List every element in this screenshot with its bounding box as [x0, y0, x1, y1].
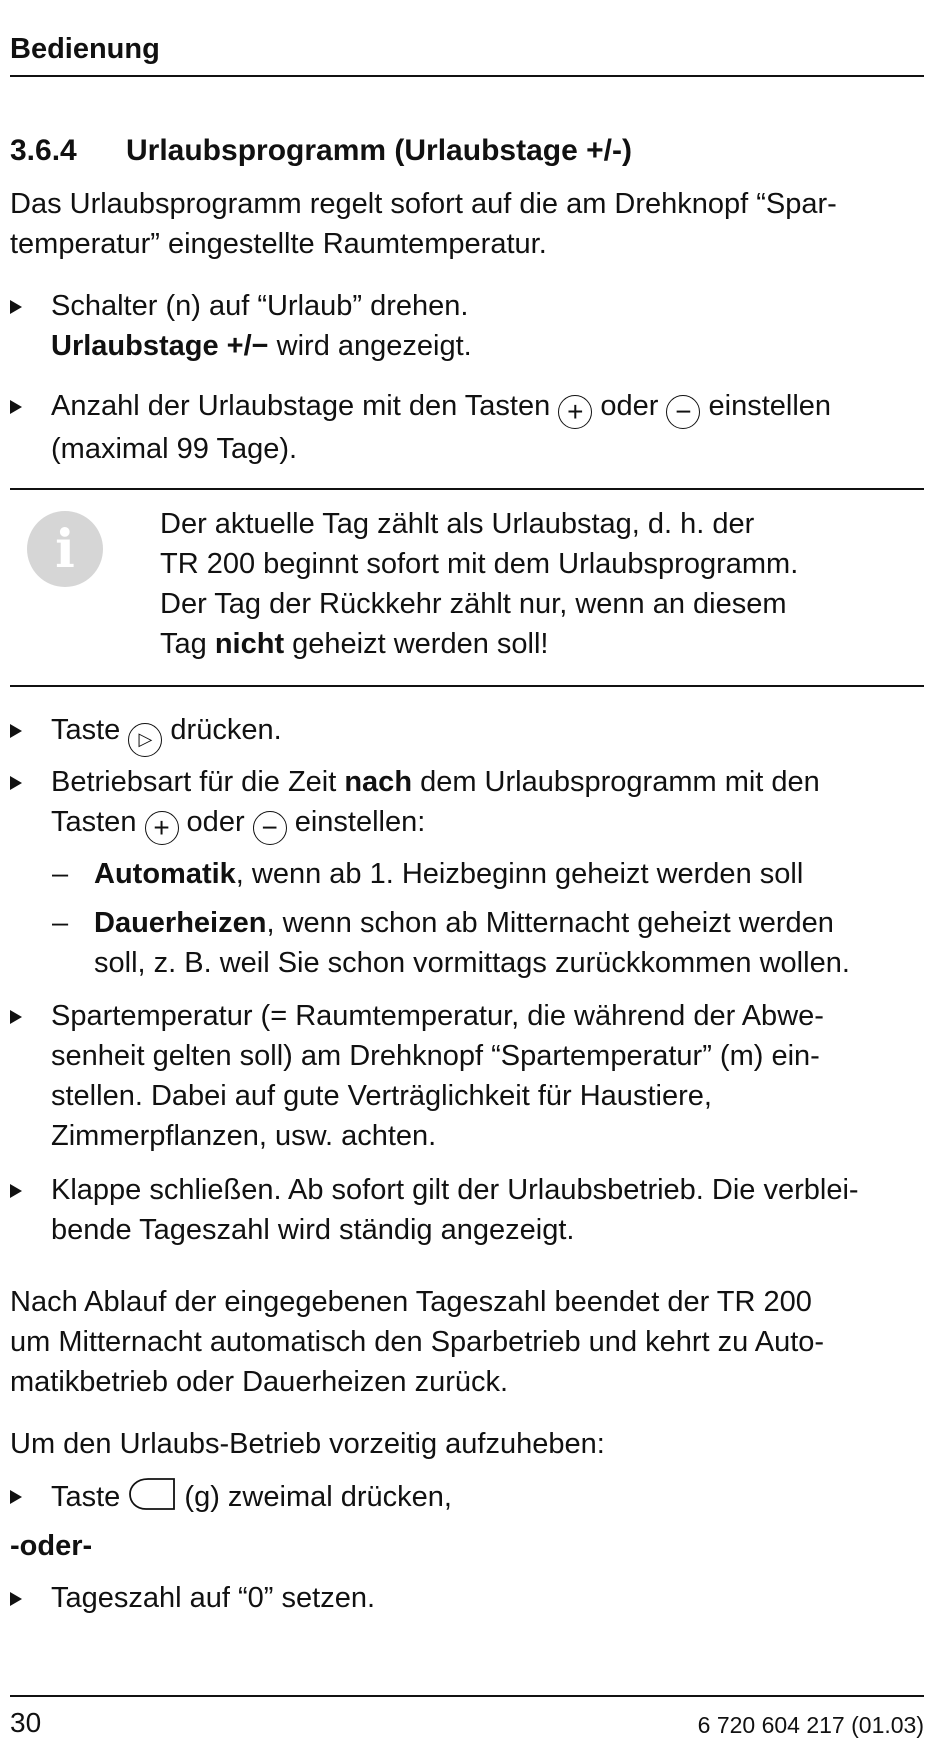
footer-rule [10, 1695, 924, 1697]
step-3-line [51, 710, 282, 757]
intro-line-2: temperatur” eingestellte Raumtemperatur. [10, 228, 547, 260]
step-1-line-2 [51, 326, 472, 366]
step-4-bold: nach [344, 766, 413, 798]
step-2-mid: oder [592, 390, 667, 422]
key-shape-icon [128, 1476, 176, 1512]
bullet-triangle-icon [10, 1490, 22, 1504]
step-4-post: dem Urlaubsprogramm mit den [412, 766, 820, 798]
dash-bullet: – [52, 907, 69, 939]
bullet-triangle-icon [10, 776, 22, 790]
step-7-line [51, 1476, 452, 1517]
note-bold: nicht [214, 628, 285, 660]
step-7-post: (g) zweimal drücken, [176, 1481, 452, 1513]
para-2-line-3: matikbetrieb oder Dauerheizen zurück. [10, 1366, 509, 1398]
page-header: Bedienung [10, 33, 160, 65]
step-2-pre: Anzahl der Urlaubstage mit den Tasten [51, 390, 559, 422]
step-5-line-1: Spartemperatur (= Raumtemperatur, die während der Abwe- [51, 1000, 824, 1032]
step-1 [10, 286, 472, 366]
intro-line-1: Das Urlaubsprogramm regelt sofort auf die am Drehknopf “Spar- [10, 188, 837, 220]
bullet-triangle-icon [10, 1184, 22, 1198]
plus-key-icon: + [145, 811, 179, 845]
dash-item-1-text [94, 854, 803, 894]
oder-label: -oder- [10, 1530, 93, 1562]
dash-1-rest: , wenn ab 1. Heizbeginn geheizt werden soll [235, 858, 804, 890]
step-2-line-1 [51, 386, 831, 429]
step-3-post: drücken. [162, 714, 282, 746]
note-post: geheizt werden soll! [284, 628, 549, 660]
step-6-line-2: bende Tageszahl wird ständig angezeigt. [51, 1214, 575, 1246]
para-2-line-1: Nach Ablauf der eingegebenen Tageszahl beendet der TR 200 [10, 1286, 812, 1318]
bullet-triangle-icon [10, 1010, 22, 1024]
note-pre: Tag [160, 628, 215, 660]
step-4-line-1 [51, 762, 820, 802]
header-rule [10, 75, 924, 77]
dash-item-automatik [52, 854, 803, 894]
dash-1-bold: Automatik [94, 858, 236, 890]
step-3 [10, 710, 282, 757]
info-icon: i [27, 511, 103, 587]
note-bottom-rule [10, 685, 924, 687]
step-1-rest: wird angezeigt. [268, 330, 472, 362]
step-5-line-4: Zimmerpflanzen, usw. achten. [51, 1120, 437, 1152]
bullet-triangle-icon [10, 724, 22, 738]
step-4-pre: Betriebsart für die Zeit [51, 766, 345, 798]
play-key-icon: ▷ [128, 723, 162, 757]
step-7 [10, 1476, 452, 1517]
section-title: Urlaubsprogramm (Urlaubstage +/-) [126, 134, 632, 167]
section-heading [10, 134, 632, 168]
section-number: 3.6.4 [10, 134, 77, 167]
step-3-pre: Taste [51, 714, 129, 746]
document-number: 6 720 604 217 (01.03) [697, 1712, 924, 1738]
step-2-post: einstellen [700, 390, 832, 422]
step-4-l2-pre: Tasten [51, 806, 145, 838]
note-line-3: Der Tag der Rückkehr zählt nur, wenn an diesem [160, 588, 787, 620]
bullet-triangle-icon [10, 300, 22, 314]
dash-item-dauerheizen [52, 903, 850, 983]
para-3: Um den Urlaubs-Betrieb vorzeitig aufzuheben: [10, 1428, 605, 1460]
step-1-line-1: Schalter (n) auf “Urlaub” drehen. [51, 290, 469, 322]
note-line-4 [160, 624, 548, 664]
minus-key-icon: − [666, 395, 700, 429]
step-8-line: Tageszahl auf “0” setzen. [51, 1582, 376, 1614]
dash-2-bold: Dauerheizen [94, 907, 267, 939]
bullet-triangle-icon [10, 1592, 22, 1606]
step-2 [10, 386, 831, 469]
plus-key-icon: + [558, 395, 592, 429]
note-line-2: TR 200 beginnt sofort mit dem Urlaubsprogramm. [160, 548, 799, 580]
step-5-line-2: senheit gelten soll) am Drehknopf “Spartemperatur” (m) ein- [51, 1040, 820, 1072]
para-2-line-2: um Mitternacht automatisch den Sparbetrieb und kehrt zu Auto- [10, 1326, 825, 1358]
dash-item-2-line-2: soll, z. B. weil Sie schon vormittags zurückkommen wollen. [94, 947, 850, 979]
step-4-line-2 [51, 802, 820, 845]
step-2-line-2: (maximal 99 Tage). [51, 433, 298, 465]
dash-item-2-line-1 [94, 903, 850, 943]
step-5-line-3: stellen. Dabei auf gute Verträglichkeit für Haustiere, [51, 1080, 712, 1112]
minus-key-icon: − [253, 811, 287, 845]
step-7-pre: Taste [51, 1481, 129, 1513]
step-6 [10, 1170, 859, 1250]
display-text: Urlaubstage +/− [51, 330, 269, 362]
step-6-line-1: Klappe schließen. Ab sofort gilt der Urlaubsbetrieb. Die verblei- [51, 1174, 859, 1206]
note-top-rule [10, 488, 924, 490]
step-8 [10, 1578, 375, 1618]
dash-2-rest: , wenn schon ab Mitternacht geheizt werden [266, 907, 834, 939]
step-4-l2-post: einstellen: [286, 806, 426, 838]
step-4 [10, 762, 820, 845]
step-5 [10, 996, 824, 1156]
bullet-triangle-icon [10, 400, 22, 414]
step-4-l2-mid: oder [178, 806, 253, 838]
dash-bullet: – [52, 858, 69, 890]
page-number: 30 [10, 1707, 42, 1738]
note-line-1: Der aktuelle Tag zählt als Urlaubstag, d. h. der [160, 508, 755, 540]
